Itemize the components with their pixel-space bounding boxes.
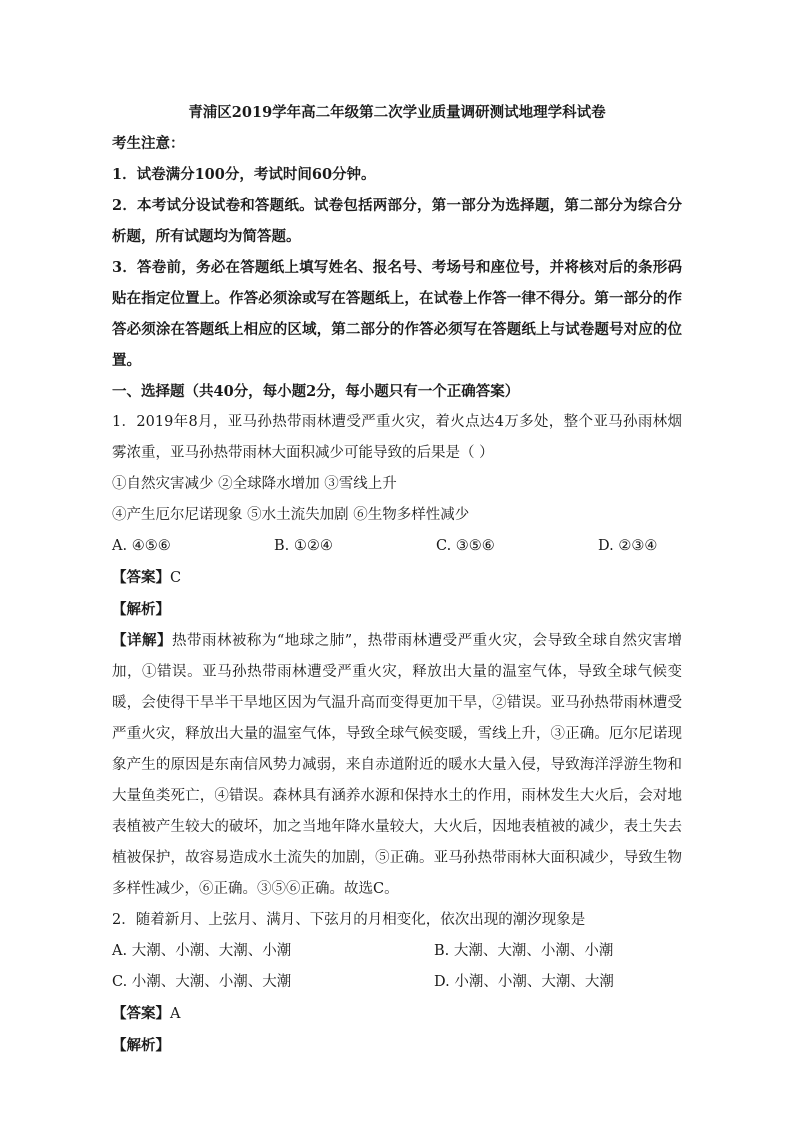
question-1-analysis-label: 【解析】 [112, 601, 170, 618]
document-content [112, 98, 682, 1061]
question-1-stem: 1．2019年8月，亚马孙热带雨林遭受严重火灾，着火点达4万多处，整个亚马孙雨林烟雾浓重，亚马孙热带雨林大面积减少可能导致的后果是（ ） [112, 414, 682, 461]
notice-item-3: 3．答卷前，务必在答题纸上填写姓名、报名号、考场号和座位号，并将核对后的条形码贴在指定位置上。作答必须涂或写在答题纸上，在试卷上作答一律不得分。第一部分的作答必须涂在答题纸上相应的区域，第二部分的作答必须写在答题纸上与试卷题号对应的位置。 [112, 259, 682, 369]
section-heading: 一、选择题（共40分，每小题2分，每小题只有一个正确答案） [112, 383, 520, 400]
question-1-option-c: C. ③⑤⑥ [436, 538, 495, 554]
question-2-stem: 2．随着新月、上弦月、满月、下弦月的月相变化，依次出现的潮汐现象是 [112, 912, 586, 928]
question-1-detail [112, 625, 682, 905]
notice-heading: 考生注意： [112, 135, 185, 152]
question-2-option-b: B. 大潮、大潮、小潮、小潮 [434, 943, 614, 959]
question-1-items-line-1: ①自然灾害减少 ②全球降水增加 ③雪线上升 [112, 476, 397, 492]
question-1-answer [112, 562, 682, 594]
document-title: 青浦区2019学年高二年级第二次学业质量调研测试地理学科试卷 [188, 104, 606, 121]
question-2-option-a: A. 大潮、小潮、大潮、小潮 [112, 943, 292, 959]
question-1-option-b: B. ①②④ [274, 538, 333, 554]
answer-value: A [170, 1006, 181, 1022]
notice-item-1: 1．试卷满分100分，考试时间60分钟。 [112, 166, 376, 183]
question-1-option-d: D. ②③④ [598, 538, 658, 554]
question-2-option-d: D. 小潮、小潮、大潮、大潮 [434, 974, 614, 990]
answer-label: 【答案】 [112, 569, 170, 586]
question-2-option-c: C. 小潮、大潮、小潮、大潮 [112, 974, 292, 990]
question-1-options [112, 531, 682, 562]
detail-text: 热带雨林被称为“地球之肺”，热带雨林遭受严重火灾，会导致全球自然灾害增加，①错误。亚马孙热带雨林遭受严重火灾，释放出大量的温室气体，导致全球气候变暖，会使得干旱半干旱地区因为气温升高而变得更加干旱，②错误。亚马孙热带雨林遭受严重火灾，释放出大量的温室气体，导致全球气候变暖，雪线上升，③正确。厄尔尼诺现象产生的原因是东南信风势力减弱，来自赤道附近的暖水大量入侵，导致海洋浮游生物和大量鱼类死亡，④错误。森林具有涵养水源和保持水土的作用，雨林发生大火后，会对地表植被产生较大的破坏，加之当地年降水量较大，大火后，因地表植被的减少，表土失去植被保护，故容易造成水土流失的加剧，⑤正确。亚马孙热带雨林大面积减少，导致生物多样性减少，⑥正确。③⑤⑥正确。故选C。 [112, 633, 682, 897]
detail-label: 【详解】 [112, 632, 172, 649]
answer-label: 【答案】 [112, 1005, 170, 1022]
question-2-answer [112, 998, 682, 1030]
question-1-items-line-2: ④产生厄尔尼诺现象 ⑤水土流失加剧 ⑥生物多样性减少 [112, 507, 470, 523]
answer-value: C [170, 570, 182, 586]
question-2-options-row-2 [112, 967, 682, 998]
question-2-options-row-1 [112, 936, 682, 967]
notice-item-2: 2．本考试分设试卷和答题纸。试卷包括两部分，第一部分为选择题，第二部分为综合分析题，所有试题均为简答题。 [112, 197, 682, 245]
question-1-option-a: A. ④⑤⑥ [112, 538, 171, 554]
question-2-analysis-label: 【解析】 [112, 1037, 170, 1054]
